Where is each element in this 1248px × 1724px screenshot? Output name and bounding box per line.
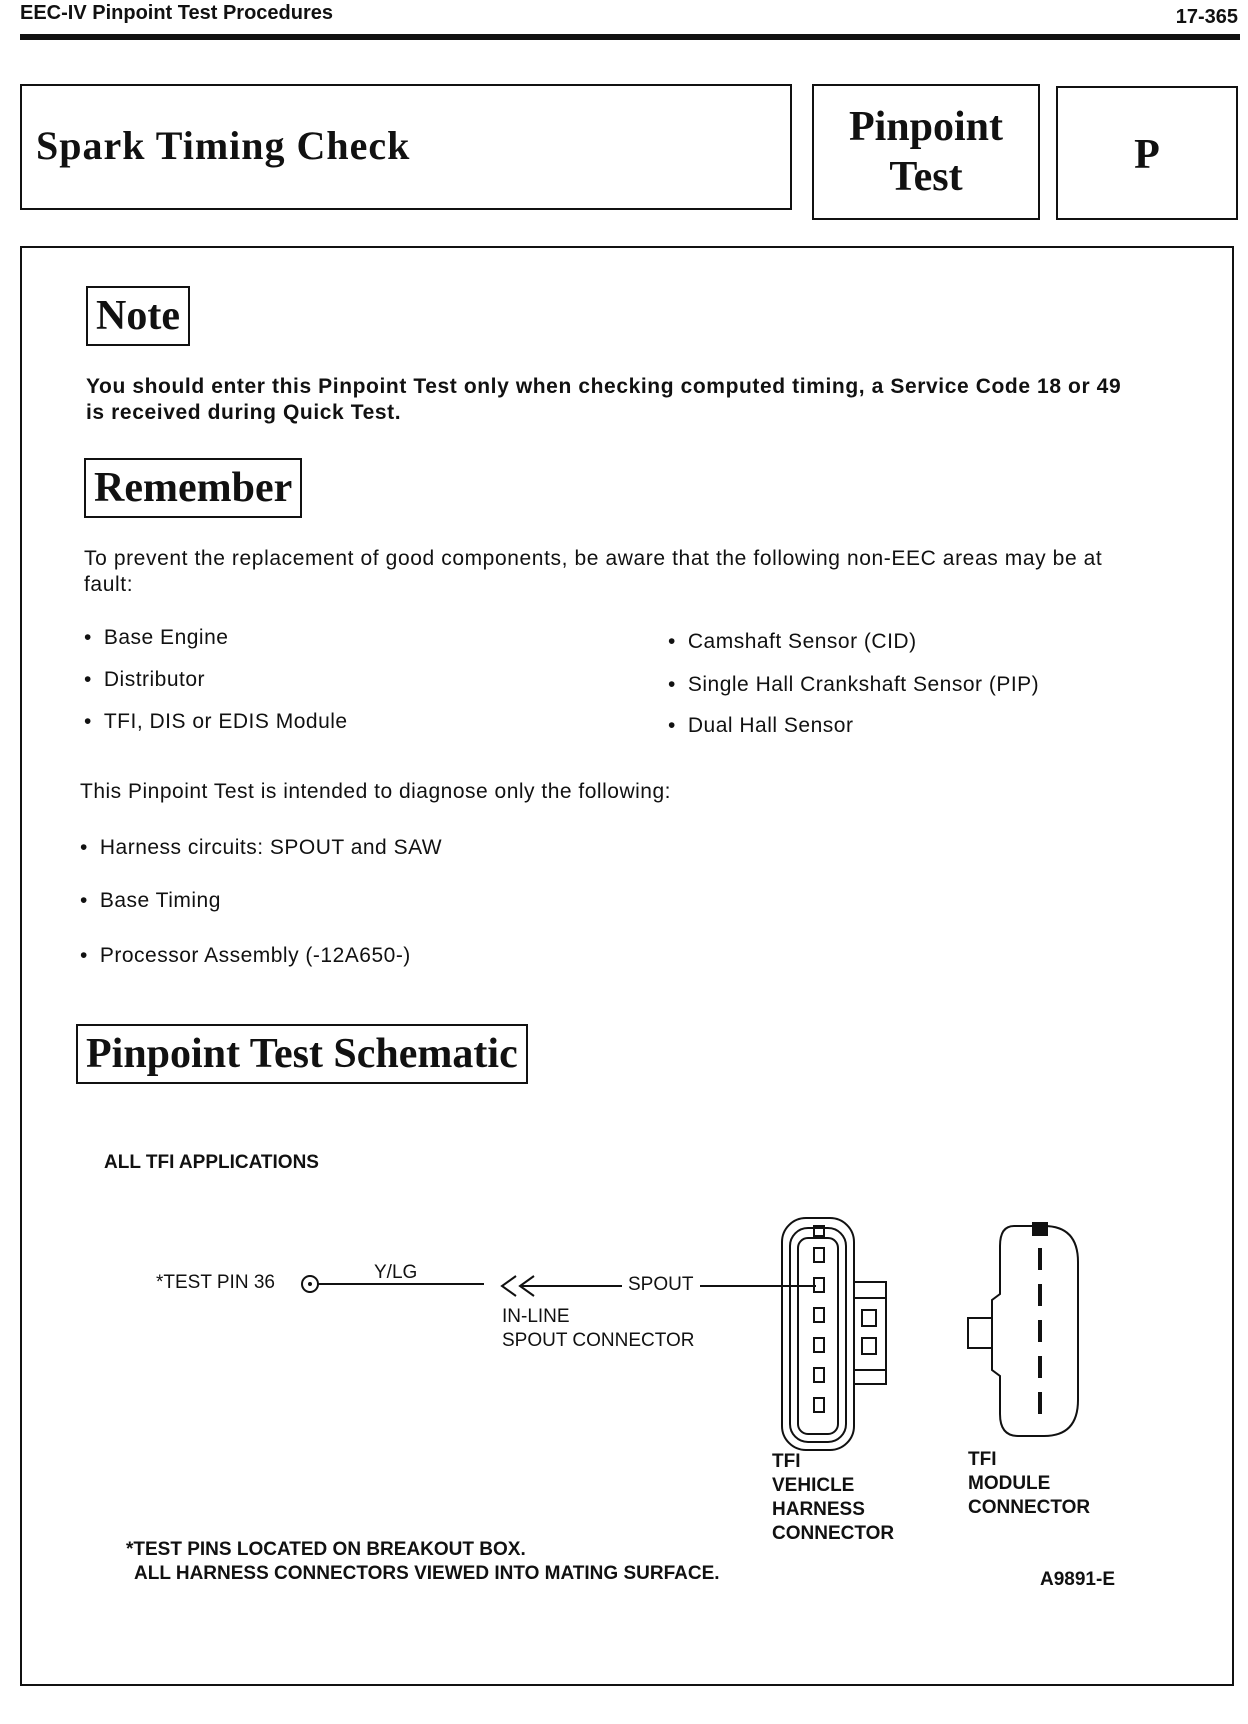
page-number: 17-365 [1175, 6, 1238, 28]
note-text: You should enter this Pinpoint Test only when checking computed timing, a Service Code 18 or 49 is received during Quick Test. [86, 375, 1122, 424]
pinpoint-label-line2: Test [889, 154, 963, 200]
harness-connector-label: TFI VEHICLE HARNESS CONNECTOR [772, 1451, 895, 1544]
list-item: • Base Timing [80, 889, 221, 913]
footnote-line1: *TEST PINS LOCATED ON BREAKOUT BOX. [126, 1539, 526, 1560]
module-connector-drawing [968, 1226, 1078, 1436]
page-title: Spark Timing Check [36, 123, 411, 168]
spout-label: SPOUT [628, 1274, 694, 1295]
footnote-line2: ALL HARNESS CONNECTORS VIEWED INTO MATING SURFACE. [134, 1563, 720, 1584]
diagnose-intro: This Pinpoint Test is intended to diagnose only the following: [80, 780, 671, 803]
remember-heading: Remember [84, 458, 302, 518]
list-item: • Base Engine [84, 626, 228, 650]
test-pin-symbol [302, 1276, 318, 1292]
pinpoint-label-line1: Pinpoint [848, 104, 1004, 150]
list-item: • Single Hall Crankshaft Sensor (PIP) [668, 673, 1039, 697]
list-item: • Distributor [84, 668, 205, 692]
figure-id: A9891-E [1040, 1569, 1115, 1590]
test-pin-label: *TEST PIN 36 [156, 1272, 275, 1293]
wire-color-label: Y/LG [374, 1262, 418, 1283]
inline-label-line1: IN-LINE [502, 1306, 570, 1327]
applications-label: ALL TFI APPLICATIONS [104, 1152, 319, 1173]
harness-connector-drawing [782, 1218, 886, 1450]
module-connector-label: TFI MODULE CONNECTOR [968, 1449, 1091, 1518]
note-heading: Note [86, 286, 190, 346]
module-key-mark [1032, 1222, 1048, 1236]
remember-text: To prevent the replacement of good components, be aware that the following non-EEC areas may be at fault: [84, 547, 1103, 596]
list-item: • Processor Assembly (-12A650-) [80, 944, 411, 968]
running-header: EEC-IV Pinpoint Test Procedures [20, 2, 334, 24]
list-item: • Dual Hall Sensor [668, 714, 853, 738]
schematic-heading: Pinpoint Test Schematic [76, 1024, 528, 1084]
list-item: • Harness circuits: SPOUT and SAW [80, 836, 442, 860]
list-item: • TFI, DIS or EDIS Module [84, 710, 348, 734]
inline-label-line2: SPOUT CONNECTOR [502, 1330, 695, 1351]
list-item: • Camshaft Sensor (CID) [668, 630, 917, 654]
test-letter-box: P [1056, 86, 1238, 220]
